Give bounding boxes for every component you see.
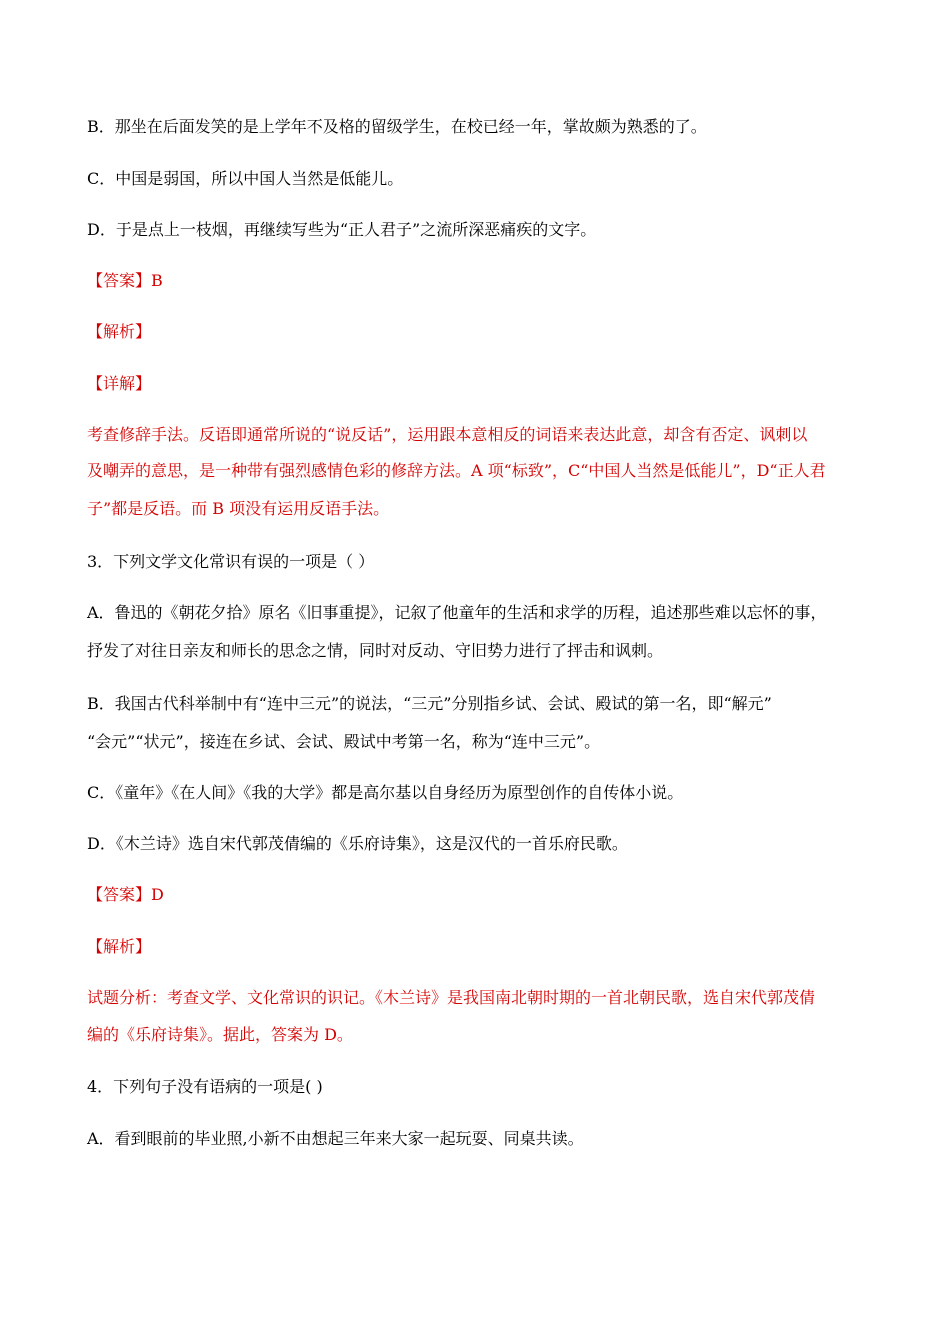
q2-answer — [87, 270, 877, 292]
q4-option-a: A．看到眼前的毕业照,小新不由想起三年来大家一起玩耍、同桌共读。 — [87, 1129, 584, 1148]
answer-label: 【答案】 — [87, 885, 152, 904]
q3-option-b-line: “会元”“状元”，接连在乡试、会试、殿试中考第一名，称为“连中三元”。 — [87, 732, 601, 751]
q2-explanation-line: 及嘲弄的意思，是一种带有强烈感情色彩的修辞方法。A 项“标致”，C“中国人当然是低能儿”，D“正人君 — [87, 461, 826, 480]
q3-option-a-line: 抒发了对往日亲友和师长的思念之情，同时对反动、守旧势力进行了抨击和讽刺。 — [87, 641, 664, 660]
q3-option-b-line: B．我国古代科举制中有“连中三元”的说法，“三元”分别指乡试、会试、殿试的第一名，即“解元” — [87, 694, 772, 713]
answer-value: B — [151, 271, 163, 290]
q4-question: 4．下列句子没有语病的一项是( ) — [87, 1077, 323, 1096]
q2-detail-label: 【详解】 — [87, 374, 152, 393]
q3-analysis-label: 【解析】 — [87, 937, 152, 956]
answer-value: D — [151, 885, 164, 904]
q3-option-a-line: A．鲁迅的《朝花夕拾》原名《旧事重提》，记叙了他童年的生活和求学的历程，追述那些难以忘怀的事， — [87, 603, 827, 622]
q3-option-c: C．《童年》《在人间》《我的大学》都是高尔基以自身经历为原型创作的自传体小说。 — [87, 783, 684, 802]
q3-answer — [87, 884, 877, 906]
q3-explanation-line: 编的《乐府诗集》。据此，答案为 D。 — [87, 1025, 353, 1044]
q3-explanation-line: 试题分析：考查文学、文化常识的识记。《木兰诗》是我国南北朝时期的一首北朝民歌，选自宋代郭茂倩 — [87, 988, 816, 1007]
q2-explanation-line: 考查修辞手法。反语即通常所说的“说反话”，运用跟本意相反的词语来表达此意，却含有否定、讽刺以 — [87, 425, 808, 444]
q2-option-d: D．于是点上一枝烟，再继续写些为“正人君子”之流所深恶痛疾的文字。 — [87, 220, 597, 239]
q2-analysis-label: 【解析】 — [87, 322, 152, 341]
q2-option-c: C．中国是弱国，所以中国人当然是低能儿。 — [87, 169, 404, 188]
q3-question: 3．下列文学文化常识有误的一项是（ ） — [87, 552, 375, 571]
q2-option-b: B．那坐在后面发笑的是上学年不及格的留级学生，在校已经一年，掌故颇为熟悉的了。 — [87, 117, 707, 136]
q3-option-d: D．《木兰诗》选自宋代郭茂倩编的《乐府诗集》，这是汉代的一首乐府民歌。 — [87, 834, 628, 853]
answer-label: 【答案】 — [87, 271, 152, 290]
q2-explanation-line: 子”都是反语。而 B 项没有运用反语手法。 — [87, 499, 390, 518]
